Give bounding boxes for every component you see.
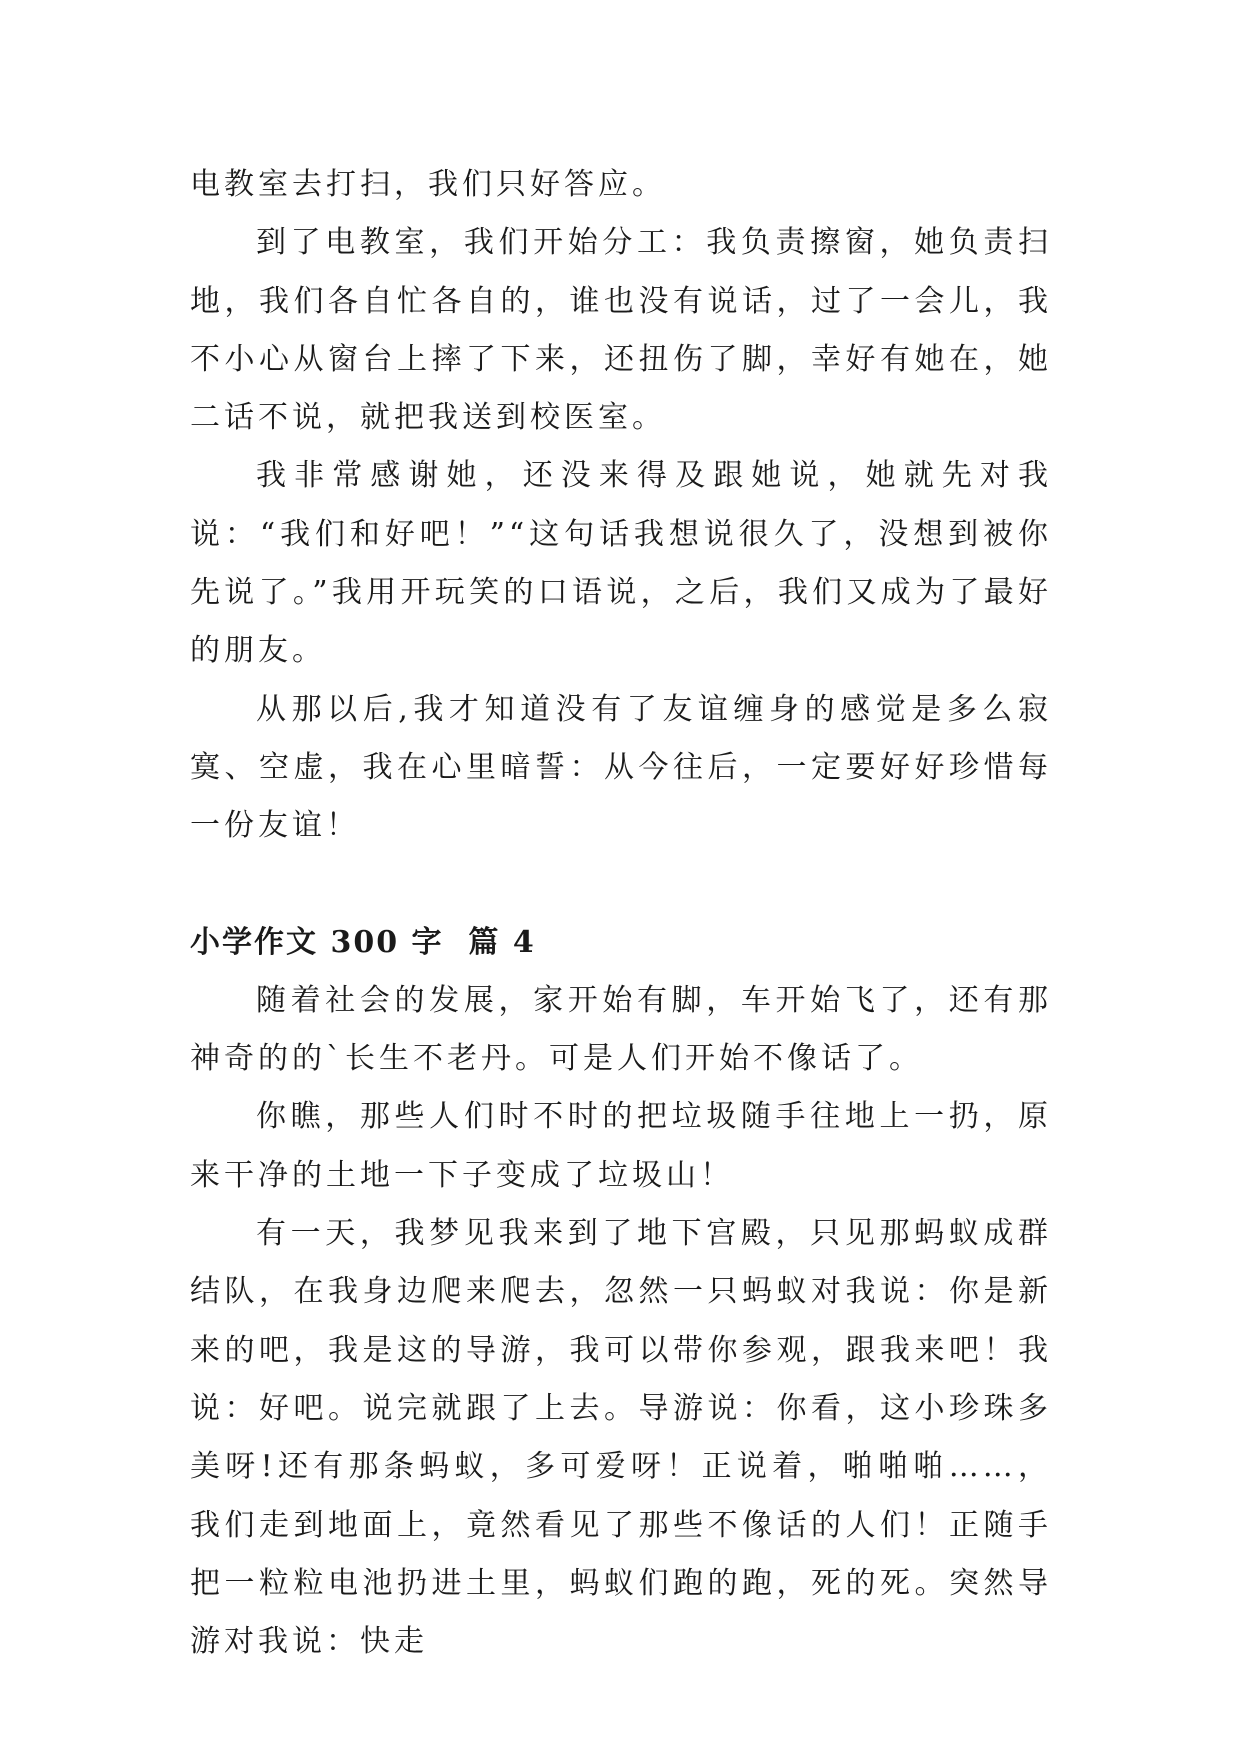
paragraph: 随着社会的发展，家开始有脚，车开始飞了，还有那神奇的的`长生不老丹。可是人们开始不像话了。 (190, 982, 1052, 1077)
paragraph: 从那以后,我才知道没有了友谊缠身的感觉是多么寂寞、空虚，我在心里暗誓：从今往后，一定要好好珍惜每一份友谊！ (190, 691, 1052, 844)
section-heading: 小学作文 300 字 篇 4 (190, 924, 536, 960)
paragraph: 我非常感谢她，还没来得及跟她说，她就先对我说：“我们和好吧！”“这句话我想说很久了，没想到被你先说了。”我用开玩笑的口语说，之后，我们又成为了最好的朋友。 (190, 458, 1052, 669)
paragraph-continued: 电教室去打扫，我们只好答应。 (190, 167, 666, 202)
paragraph: 有一天，我梦见我来到了地下宫殿，只见那蚂蚁成群结队，在我身边爬来爬去，忽然一只蚂蚁对我说：你是新来的吧，我是这的导游，我可以带你参观，跟我来吧！我说：好吧。说完就跟了上去。导游说：你看，这小珍珠多美呀!还有那条蚂蚁，多可爱呀！正说着，啪啪啪……，我们走到地面上，竟然看见了那些不像话的人们！正随手把一粒粒电池扔进土里，蚂蚁们跑的跑，死的死。突然导游对我说：快走 (190, 1216, 1052, 1660)
paragraph: 你瞧，那些人们时不时的把垃圾随手往地上一扔，原来干净的土地一下子变成了垃圾山！ (190, 1099, 1052, 1193)
paragraph: 到了电教室，我们开始分工：我负责擦窗，她负责扫地，我们各自忙各自的，谁也没有说话，过了一会儿，我不小心从窗台上摔了下来，还扭伤了脚，幸好有她在，她二话不说，就把我送到校医室。 (190, 225, 1052, 436)
document-page (190, 156, 1052, 1671)
